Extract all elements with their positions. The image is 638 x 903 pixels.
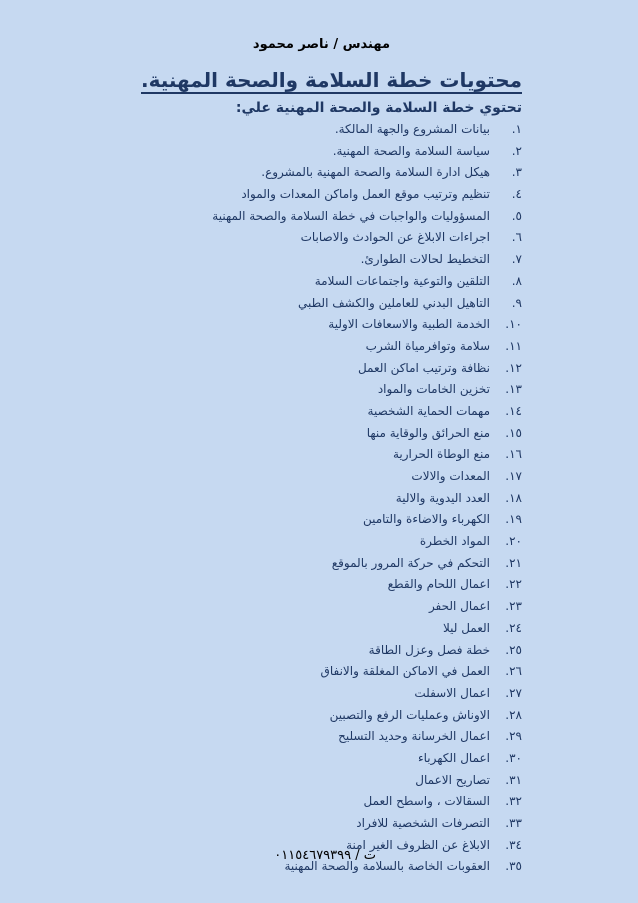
item-number: ٣١. xyxy=(505,772,522,787)
item-text: اجراءات الابلاغ عن الحوادث والاصابات xyxy=(300,230,490,245)
contents-list xyxy=(212,119,522,878)
list-item xyxy=(212,683,522,705)
item-number: ٢٣. xyxy=(505,599,522,614)
item-number: ٢٤. xyxy=(505,620,522,635)
item-text: بيانات المشروع والجهة المالكة. xyxy=(334,122,490,136)
item-text: مهمات الحماية الشخصية xyxy=(367,403,490,418)
item-text: السقالات ، واسطح العمل xyxy=(363,794,490,809)
item-number: ٣٣. xyxy=(505,816,522,830)
item-number: ٩. xyxy=(511,295,522,310)
item-text: المواد الخطرة xyxy=(419,534,490,549)
item-number: ١٢. xyxy=(505,360,522,375)
item-number: ١٧. xyxy=(505,469,522,483)
item-number: ١. xyxy=(511,122,522,136)
item-number: ٢٦. xyxy=(505,664,522,679)
item-text: التخطيط لحالات الطوارئ. xyxy=(360,252,490,267)
item-text: العمل في الاماكن المغلقة والانفاق xyxy=(320,664,490,679)
list-item xyxy=(212,791,522,813)
item-number: ٢٧. xyxy=(505,685,522,700)
list-item xyxy=(212,423,522,445)
item-number: ٢٨. xyxy=(505,707,522,722)
item-text: الابلاغ عن الظروف الغير امنة xyxy=(346,837,490,852)
list-item xyxy=(212,466,522,488)
item-text: نظافة وترتيب اماكن العمل xyxy=(357,360,490,375)
list-item xyxy=(212,184,522,206)
item-text: التصرفات الشخصية للافراد xyxy=(356,816,490,830)
item-text: الكهرباء والاضاءة والتامين xyxy=(362,512,490,527)
list-item xyxy=(212,293,522,315)
list-item xyxy=(212,401,522,423)
item-number: ٣٥. xyxy=(505,859,522,874)
list-item xyxy=(212,574,522,596)
item-text: اعمال الاسفلت xyxy=(414,685,490,700)
list-item xyxy=(212,488,522,510)
list-item xyxy=(212,661,522,683)
item-text: هيكل ادارة السلامة والصحة المهنية بالمشروع. xyxy=(261,165,490,180)
item-number: ٤. xyxy=(511,187,522,202)
item-number: ١٣. xyxy=(505,382,522,397)
item-number: ١١. xyxy=(505,338,522,353)
item-text: العدد اليدوية والالية xyxy=(395,490,490,505)
item-text: تخزين الخامات والمواد xyxy=(377,382,490,397)
list-item xyxy=(212,596,522,618)
item-number: ١٤. xyxy=(505,403,522,418)
item-text: سلامة وتوافرمياة الشرب xyxy=(365,338,490,353)
list-item xyxy=(212,726,522,748)
list-item xyxy=(212,618,522,640)
item-number: ٣٠. xyxy=(505,750,522,765)
item-number: ١٩. xyxy=(505,512,522,527)
item-number: ١٠. xyxy=(505,317,522,332)
list-item xyxy=(212,271,522,293)
intro-text: تحتوي خطة السلامة والصحة المهنية علي: xyxy=(235,100,522,116)
item-number: ٥. xyxy=(511,208,522,223)
item-text: العمل ليلا xyxy=(442,620,490,635)
list-item xyxy=(212,770,522,792)
item-text: منع الحرائق والوقاية منها xyxy=(366,425,490,440)
list-item xyxy=(212,444,522,466)
item-number: ٣٢. xyxy=(505,794,522,809)
item-text: التلقين والتوعية واجتماعات السلامة xyxy=(314,273,490,288)
item-text: سياسة السلامة والصحة المهنية. xyxy=(332,143,490,158)
item-text: خطة فصل وعزل الطاقة xyxy=(368,642,490,657)
item-number: ٣٤. xyxy=(505,837,522,852)
list-item xyxy=(212,227,522,249)
item-text: التحكم في حركة المرور بالموقع xyxy=(331,555,490,570)
list-item xyxy=(212,119,522,141)
list-item xyxy=(212,358,522,380)
item-text: منع الوطاة الحرارية xyxy=(392,447,490,462)
list-item xyxy=(212,509,522,531)
page-title: محتويات خطة السلامة والصحة المهنية. xyxy=(141,68,522,92)
item-number: ٢. xyxy=(511,143,522,158)
item-text: اعمال اللحام والقطع xyxy=(387,577,490,592)
list-item xyxy=(212,162,522,184)
item-text: تصاريح الاعمال xyxy=(415,772,490,787)
list-item xyxy=(212,748,522,770)
item-number: ٧. xyxy=(511,252,522,267)
item-number: ٢٠. xyxy=(505,534,522,549)
list-item xyxy=(212,705,522,727)
item-text: المسؤوليات والواجبات في خطة السلامة والصحة المهنية xyxy=(212,208,490,223)
item-number: ٦. xyxy=(511,230,522,245)
item-number: ٨. xyxy=(511,273,522,288)
list-item xyxy=(212,141,522,163)
item-text: الخدمة الطبية والاسعافات الاولية xyxy=(328,317,490,332)
item-number: ٢١. xyxy=(505,555,522,570)
list-item xyxy=(212,553,522,575)
list-item xyxy=(212,314,522,336)
list-item xyxy=(212,640,522,662)
item-number: ٢٢. xyxy=(505,577,522,592)
list-item xyxy=(212,813,522,835)
phone-number: ت / ٠١١٥٤٦٧٩٣٩٩ xyxy=(274,848,376,863)
item-text: اعمال الخرسانة وحديد التسليح xyxy=(338,729,490,744)
item-number: ٢٥. xyxy=(505,642,522,657)
item-number: ٢٩. xyxy=(505,729,522,744)
item-text: اعمال الحفر xyxy=(428,599,490,614)
list-item xyxy=(212,379,522,401)
list-item xyxy=(212,336,522,358)
list-item xyxy=(212,249,522,271)
item-number: ٣. xyxy=(511,165,522,180)
item-text: الاوناش وعمليات الرفع والتصبين xyxy=(329,707,490,722)
item-text: التاهيل البدني للعاملين والكشف الطبي xyxy=(297,295,490,310)
list-item xyxy=(212,206,522,228)
item-number: ١٦. xyxy=(505,447,522,462)
author-line: مهندس / ناصر محمود xyxy=(252,37,390,52)
list-item xyxy=(212,531,522,553)
item-text: العقوبات الخاصة بالسلامة والصحة المهنية xyxy=(284,859,490,874)
item-text: اعمال الكهرباء xyxy=(417,750,490,765)
item-text: المعدات والالات xyxy=(411,469,490,483)
item-number: ١٨. xyxy=(505,490,522,505)
item-number: ١٥. xyxy=(505,425,522,440)
item-text: تنظيم وترتيب موقع العمل واماكن المعدات والمواد xyxy=(241,187,490,202)
